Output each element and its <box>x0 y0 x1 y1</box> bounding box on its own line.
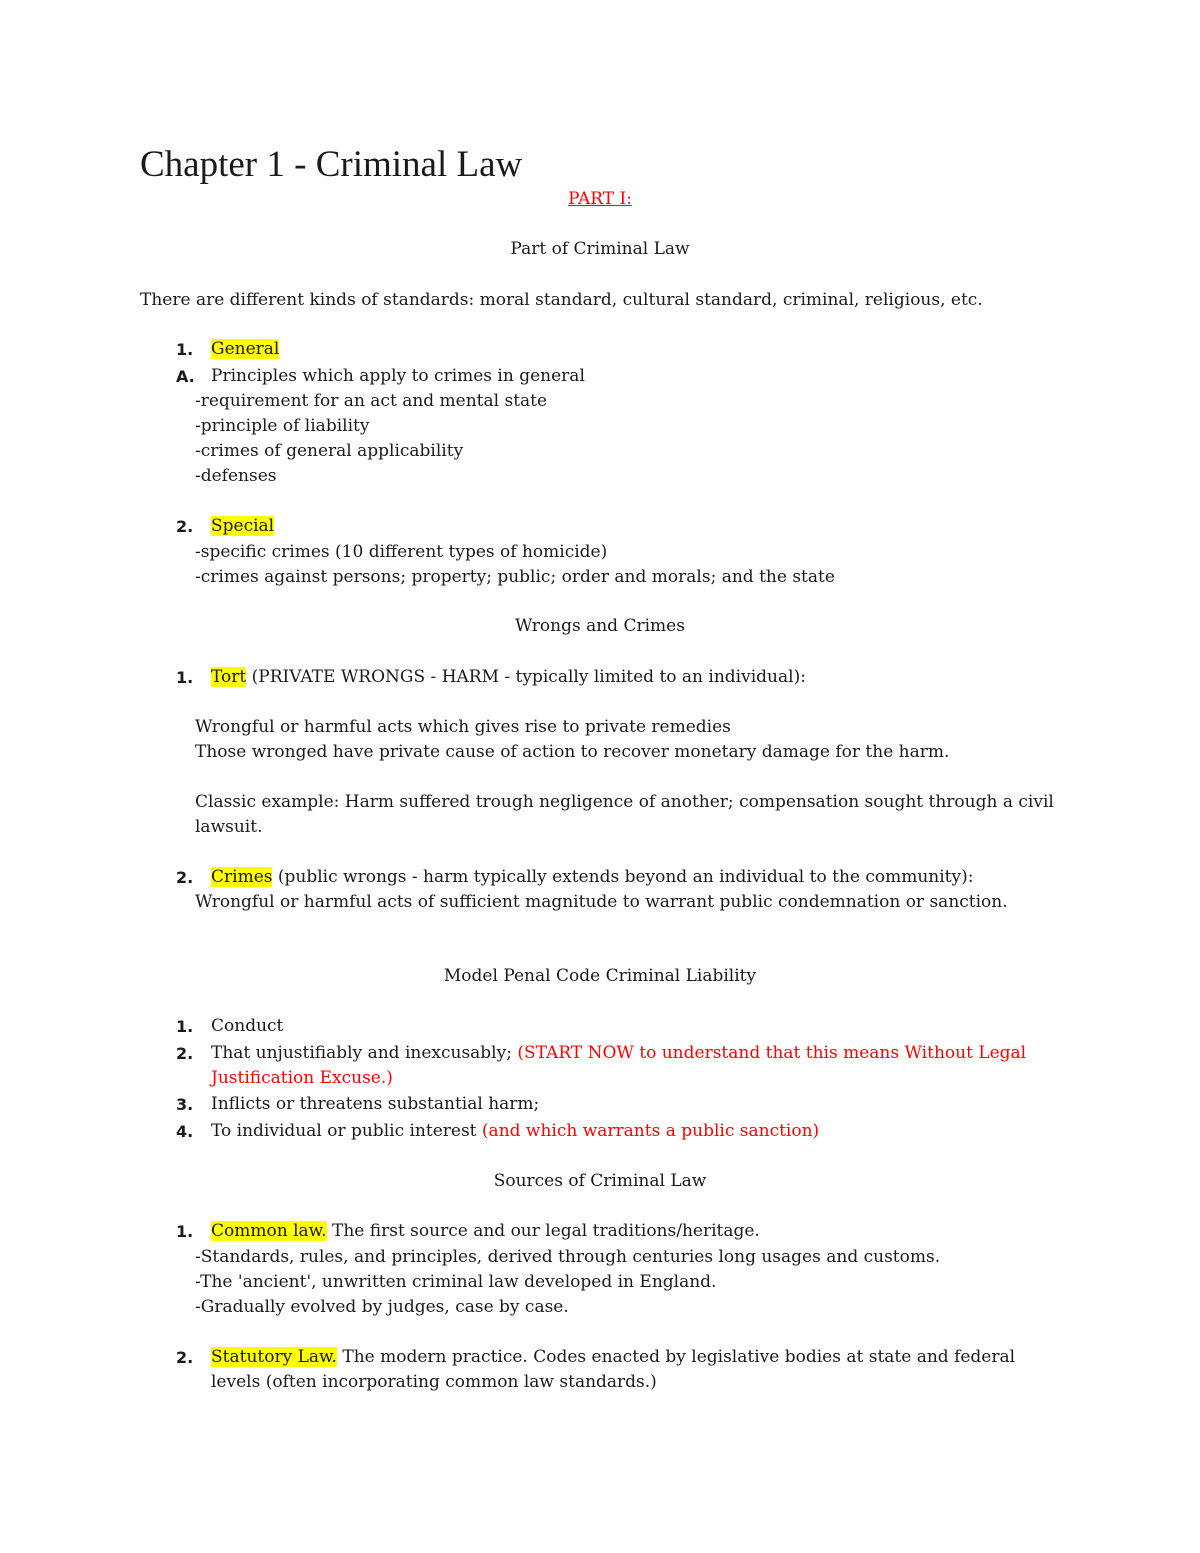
red-note: (START NOW to understand that this means Without Legal <box>517 1043 1027 1063</box>
list-number: 2. <box>176 1348 194 1367</box>
tort-description: (PRIVATE WRONGS - HARM - typically limited to an individual): <box>246 667 806 687</box>
mpc-item-unjustifiably <box>211 1041 1026 1066</box>
body-line: Wrongful or harmful acts of sufficient magnitude to warrant public condemnation or sanction. <box>195 892 1008 912</box>
list-number: 3. <box>176 1095 194 1114</box>
highlight-tort: Tort <box>211 667 247 687</box>
body-line: Wrongful or harmful acts which gives rise to private remedies <box>195 717 731 737</box>
section-heading-mpc: Model Penal Code Criminal Liability <box>443 966 757 986</box>
mpc-text: That unjustifiably and inexcusably; <box>211 1043 518 1063</box>
page-title: Chapter 1 - Criminal Law <box>140 144 523 185</box>
part-label: PART I: <box>568 189 632 209</box>
bullet-line: -The 'ancient', unwritten criminal law developed in England. <box>195 1272 717 1292</box>
highlight-statutory-law: Statutory Law. <box>211 1347 337 1367</box>
list-item-special <box>211 514 274 539</box>
section-heading-part: Part of Criminal Law <box>510 239 690 259</box>
crimes-description: (public wrongs - harm typically extends beyond an individual to the community): <box>272 867 974 887</box>
red-note: (and which warrants a public sanction) <box>481 1121 820 1141</box>
list-number: 4. <box>176 1122 194 1141</box>
list-item-tort <box>211 665 806 690</box>
bullet-line: -principle of liability <box>195 416 370 436</box>
list-item-principles: Principles which apply to crimes in general <box>211 366 585 386</box>
list-number: 2. <box>176 868 194 887</box>
bullet-line: -defenses <box>195 466 277 486</box>
list-item-crimes <box>211 865 973 890</box>
highlight-special: Special <box>211 516 275 536</box>
list-letter: A. <box>176 367 195 386</box>
intro-text: There are different kinds of standards: moral standard, cultural standard, criminal, religious, etc. <box>140 290 983 310</box>
common-law-description: The first source and our legal traditions/heritage. <box>326 1221 760 1241</box>
mpc-item-conduct: Conduct <box>211 1016 284 1036</box>
highlight-common-law: Common law. <box>211 1221 327 1241</box>
bullet-line: -crimes against persons; property; public; order and morals; and the state <box>195 567 835 587</box>
highlight-general: General <box>211 339 280 359</box>
list-number: 1. <box>176 1017 194 1036</box>
list-number: 2. <box>176 517 194 536</box>
statutory-continued: levels (often incorporating common law standards.) <box>211 1372 657 1392</box>
bullet-line: -requirement for an act and mental state <box>195 391 548 411</box>
list-number: 1. <box>176 668 194 687</box>
list-number: 1. <box>176 340 194 359</box>
body-line: Those wronged have private cause of action to recover monetary damage for the harm. <box>195 742 950 762</box>
highlight-crimes: Crimes <box>211 867 273 887</box>
list-item-common-law <box>211 1219 760 1244</box>
bullet-line: -Gradually evolved by judges, case by case. <box>195 1297 569 1317</box>
mpc-item-interest <box>211 1119 819 1144</box>
list-item-statutory-law <box>211 1345 1015 1370</box>
list-item-general <box>211 337 279 362</box>
list-number: 1. <box>176 1222 194 1241</box>
mpc-item-harm: Inflicts or threatens substantial harm; <box>211 1094 540 1114</box>
body-line: lawsuit. <box>195 817 263 837</box>
section-heading-sources: Sources of Criminal Law <box>493 1171 707 1191</box>
bullet-line: -crimes of general applicability <box>195 441 464 461</box>
bullet-line: -specific crimes (10 different types of homicide) <box>195 542 608 562</box>
section-heading-wrongs: Wrongs and Crimes <box>515 616 685 636</box>
statutory-description: The modern practice. Codes enacted by legislative bodies at state and federal <box>336 1347 1016 1367</box>
bullet-line: -Standards, rules, and principles, derived through centuries long usages and customs. <box>195 1247 941 1267</box>
list-number: 2. <box>176 1044 194 1063</box>
mpc-text: To individual or public interest <box>211 1121 482 1141</box>
red-note-continued: Justification Excuse.) <box>211 1068 393 1088</box>
body-line: Classic example: Harm suffered trough negligence of another; compensation sought through a civil <box>195 792 1054 812</box>
